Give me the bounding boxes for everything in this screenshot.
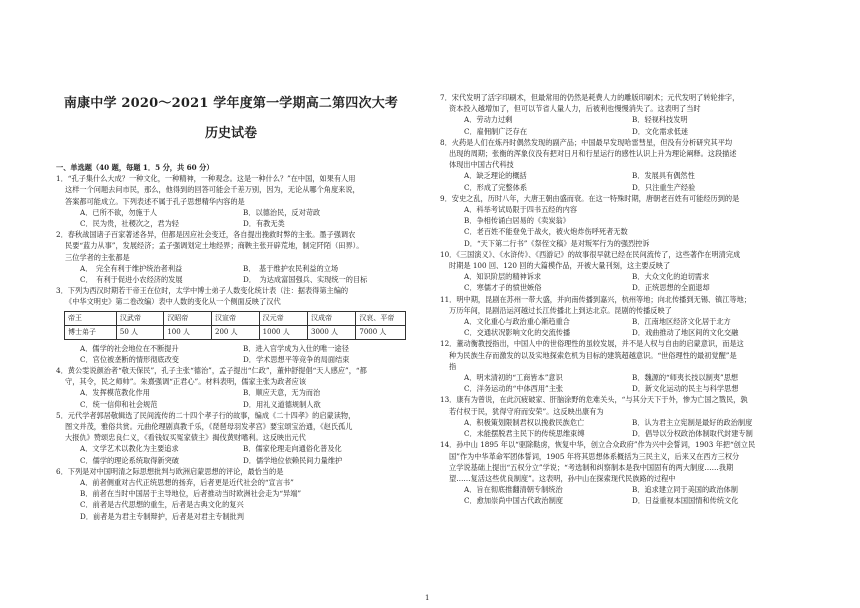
question-item	[56, 365, 406, 410]
answer-option: B．进入官学成为入仕的唯一途径	[243, 343, 349, 353]
exam-title: 南康中学 2020～2021 学年度第一学期高二第四次大考	[63, 96, 399, 111]
question-item	[440, 193, 800, 249]
question-text: 大报仇》赞颂忠良仁义，《看钱奴买冤家债主》揭伐黄财嗜利。这反映出元代	[65, 433, 306, 443]
answer-options	[440, 417, 800, 439]
table-header-cell: 汉成帝	[308, 311, 356, 325]
answer-option: D． 为达成富国强兵、实现统一的目标	[243, 275, 368, 285]
table-cell: 200 人	[211, 325, 259, 339]
table-header-cell: 汉武帝	[116, 311, 163, 325]
answer-option: B．魏源的“师夷长技以制夷”思想	[632, 373, 739, 383]
question-stem-line	[56, 296, 406, 307]
question-text: 《三国演义》、《水浒传》、《西游记》的故事很早就已经在民间流传了，这些著作在明清完成	[456, 249, 741, 259]
question-stem-line	[440, 249, 800, 260]
answer-options	[56, 387, 406, 409]
question-number: 11．	[440, 294, 457, 304]
answer-option: D．前者是为君主专制辩护，后者是对君主专制批判	[80, 511, 244, 521]
question-text: 三位学者的主张都是	[65, 252, 130, 262]
answer-option: C．统一信仰和社会规范	[80, 399, 158, 409]
question-stem-line	[440, 159, 800, 170]
question-stem-line	[440, 294, 800, 305]
question-number: 2．	[56, 230, 68, 240]
question-stem-line	[56, 410, 406, 421]
question-item	[440, 294, 800, 339]
question-item	[440, 439, 800, 506]
question-stem-line	[440, 137, 800, 148]
right-question-list	[440, 92, 800, 507]
question-number: 10．	[440, 249, 457, 259]
question-text: 图文并茂，雅俗共赏。元曲伦理剧真教千乐，《琵琶母羽发孝宫》要宝颂宝治通，《赵氏孤儿	[65, 422, 353, 432]
answer-option: B．追求建立同于美国的政治体制	[632, 485, 738, 495]
question-stem-line	[440, 305, 800, 316]
table-header-cell: 帝王	[65, 311, 117, 325]
question-text: 若付权于民，犹得守府而安荣”。这反映出康有为	[449, 406, 604, 416]
answer-option: D．倡导以分权政治体制取代封建专制	[632, 429, 753, 439]
question-stem-line	[440, 361, 800, 372]
question-text: 康有为曾说，在此沉疲破家、肝脑涂野的危难关头，“与其分天下于外，惨为亡国之戮民，孰	[456, 395, 748, 405]
answer-options	[440, 484, 800, 506]
answer-option: D．新文化运动的民主与科学思想	[632, 384, 739, 394]
answer-option: C． 有利于促进小农经济的发展	[80, 275, 183, 285]
question-stem-line	[56, 240, 406, 251]
question-number: 4．	[56, 366, 68, 376]
question-text: 出现的周期；张衡的浑象仪没有把对日月和行星运行的感性认识上升为理论阐释。这段描述	[449, 149, 737, 159]
answer-options	[440, 114, 800, 136]
answer-option: B． 基于维护农民利益的立场	[243, 263, 339, 273]
answer-options	[56, 207, 406, 229]
answer-option: D．日益重视本国国情和传统文化	[632, 496, 739, 506]
answer-option: A．积极策划限制君权以挽救民族危亡	[464, 417, 585, 427]
answer-option: B．大众文化的迫切需求	[632, 272, 710, 282]
question-text: 种为民族生存而激发的以及实地探索危机为目标的建筑超越意识。“世俗理性的最初觉醒”是	[449, 350, 737, 360]
question-text: 下列是对中国明清之际思想批判与欧洲启蒙思想的评论，最恰当的是	[67, 466, 284, 476]
question-item	[440, 338, 800, 394]
question-stem-line	[440, 148, 800, 159]
question-number: 5．	[56, 410, 68, 420]
answer-option: C．交通状况影响文化的交流传播	[464, 328, 571, 338]
question-item	[440, 92, 800, 137]
answer-option: D．学术思想平等竞争的局面结束	[243, 354, 350, 364]
table-cell: 7000 人	[356, 325, 406, 339]
question-item	[56, 229, 406, 285]
answer-option: C．儒学的理论系统取得新突破	[80, 455, 179, 465]
answer-option: A．前者侧重对古代正统思想的扬弃，后者更是近代社会的“宣言书”	[80, 478, 294, 488]
question-number: 9．	[440, 193, 452, 203]
question-stem-line	[440, 193, 800, 204]
answer-option: A．知识阶层的精神诉求	[464, 272, 542, 282]
question-text: 资本投入越增加了，但可以节省人量人力，后被利也慢慢消失了。这表明了当时	[449, 104, 701, 114]
table-header-cell: 汉哀、平帝	[356, 311, 406, 325]
question-stem-line	[440, 350, 800, 361]
answer-option: C．雇佣制广泛存在	[464, 126, 528, 136]
question-number: 14．	[440, 440, 457, 450]
question-stem-line	[56, 184, 406, 195]
question-text: 董动衡教授指出，中国人中的世俗理性的虽较发展，并不是人权与自由的启蒙意识，而是这	[456, 339, 744, 349]
answer-option: B．儒家伦理走向通俗化普及化	[243, 444, 342, 454]
question-stem-line	[56, 421, 406, 432]
question-text: 国”作为中华革命军团体誓词，1905 年将其思想体系概括为三民主义，后来又在西方三权分	[449, 451, 740, 461]
answer-option: A．旨在彻底推翻清朝专制统治	[464, 485, 563, 495]
answer-option: C．洋务运动的“中体西用”主张	[464, 384, 564, 394]
question-text: 火药是人们在炼丹时偶然发现的副产品；中国最早发现哈雷彗星，但没有分析研究其平均	[451, 137, 733, 147]
question-text: 安史之乱，历时八年，大唐王朝由盛而衰。在这一特殊时期，唐朝老百姓有可能经历到的是	[451, 193, 740, 203]
question-number: 1．	[56, 174, 68, 184]
question-number: 8．	[440, 137, 452, 147]
table-header-cell: 汉元帝	[259, 311, 307, 325]
question-text: 立学说基础上提出“五权分立”学说；“考选制和纠察制本是我中国固有的两大制度……我期	[449, 462, 734, 472]
question-text: 民要“蓝力从事”，发展经济；孟子强调划定土地经界；商鞅主张开辟荒地，制定阡陌（田界）。	[65, 241, 364, 251]
question-text: 这样一个问题去问市民，那么，他得到的回答可能会千差万别，因为，无论从哪个角度来说，	[65, 185, 360, 195]
answer-option: A．科举考试局限于四书五经的内容	[464, 205, 578, 215]
question-stem-line	[56, 285, 406, 296]
answer-options	[440, 271, 800, 293]
question-item	[56, 466, 406, 522]
answer-option: D．戏曲推动了地区间的文化交融	[632, 328, 739, 338]
question-stem-line	[440, 462, 800, 473]
question-item	[56, 173, 406, 229]
answer-options	[440, 170, 800, 192]
answer-option: C．老百姓不能登免于战火，被火炮炸伤呼死者无数	[464, 227, 628, 237]
table-cell: 博士弟子	[65, 325, 117, 339]
question-item	[440, 249, 800, 294]
question-item	[56, 285, 406, 365]
question-text: 指	[449, 361, 457, 371]
answer-option: A．文化重心与政治重心渐趋重合	[464, 317, 570, 327]
answer-option: A．明末清初的“工商皆本”意识	[464, 373, 563, 383]
question-number: 3．	[56, 286, 68, 296]
answer-option: D．只注重生产经验	[632, 182, 696, 192]
question-stem-line	[56, 466, 406, 477]
answer-option: C．官位被垄断的情形彻底改变	[80, 354, 179, 364]
table-header-cell: 汉宣帝	[211, 311, 259, 325]
question-number: 7．	[440, 93, 452, 102]
answer-option: A． 完全有利于维护统治者利益	[80, 263, 183, 273]
answer-option: A．儒学的社会地位在不断提升	[80, 343, 179, 353]
question-text: 黄公雯说颜治者“敬天保民”，孔子主张“德治”，孟子提出“仁政”，董仲舒提倡“天人感应”，“都	[67, 366, 367, 376]
question-text: 万历年间，昆剧沿运河越过长江传播北上到达北京。昆剧的传播反映了	[449, 305, 672, 315]
question-stem-line	[56, 376, 406, 387]
question-stem-line	[440, 92, 800, 103]
answer-option: C．形成了完整体系	[464, 182, 528, 192]
answer-option: B．前者在当时中国居于主导地位，后者推动当时欧洲社会走为“异端”	[80, 489, 302, 499]
answer-option: C．未能摆脱君主民下的传统思维束缚	[464, 429, 585, 439]
section-heading: 一、单选题（40 题，每题 1．5 分，共 60 分）	[56, 163, 214, 172]
answer-option: C．寒儒才子的愤世嫉俗	[464, 283, 542, 293]
left-column	[56, 0, 406, 522]
answer-option: D．有教无类	[243, 219, 285, 229]
answer-option: B．顺应天意，无为而治	[243, 388, 321, 398]
question-stem-line	[440, 406, 800, 417]
answer-option: D．正统思想的全面退却	[632, 283, 710, 293]
answer-options	[56, 477, 406, 522]
question-text: 守，其令，民之师帅”。朱熹强调“正君心”。材料表明，儒家主张为政者应该	[65, 377, 307, 387]
question-text: 下列为西汉时期若干帝王在位时，太学中博士弟子人数变化统计表（注：据表得第主编的	[67, 286, 349, 296]
answer-option: C．民为贵，社稷次之，君为轻	[80, 219, 179, 229]
answer-options	[440, 316, 800, 338]
answer-option: D．文化需求低迷	[632, 126, 689, 136]
question-stem-line	[440, 439, 800, 450]
table-header-cell: 汉昭帝	[164, 311, 212, 325]
table-row	[65, 325, 406, 339]
question-stem-line	[440, 451, 800, 462]
answer-option: A．文学艺术以教化为主要追求	[80, 444, 179, 454]
page-number: 1	[425, 594, 430, 602]
question-stem-line	[56, 196, 406, 207]
answer-option: B．江南地区经济文化居于北方	[632, 317, 731, 327]
table-cell: 50 人	[116, 325, 163, 339]
question-stem-line	[440, 103, 800, 114]
question-text: 明中期，昆剧在苏州一带大盛，并向南传播到嘉兴，杭州等地；向北传播到无锡、镇江等地；	[456, 294, 752, 304]
answer-option: B．轻视科技发明	[632, 115, 688, 125]
answer-option: B．争相传诵白居易的《卖炭翁》	[464, 216, 570, 226]
right-column	[440, 0, 800, 507]
answer-option: D．儒学地位依赖民间力量维护	[243, 455, 343, 465]
answer-option: D．用礼义道德规制人欲	[243, 399, 321, 409]
question-stem-line	[56, 365, 406, 376]
table-cell: 1000 人	[259, 325, 307, 339]
question-text: 元代学者郭居敬辑选了民间流传的二十四个孝子行的故事，编成《二十四孝》的启蒙读物，	[67, 410, 356, 420]
answer-option: B．以德治民，反对苛政	[243, 207, 321, 217]
question-stem-line	[56, 229, 406, 240]
question-text: 答案都可能成立。下列表述不属于孔子思想精华内容的是	[65, 196, 245, 206]
question-stem-line	[56, 432, 406, 443]
question-stem-line	[440, 260, 800, 271]
table-header-row	[65, 311, 406, 325]
question-text: 《中华文明史》第二卷改编）表中人数的变化从一个侧面反映了汉代	[65, 297, 281, 307]
question-text: “孔子集什么大成？一种文化，一种精神，一种观念。这是一种什么？”在中国，如果有人用	[67, 174, 356, 184]
answer-options	[440, 204, 800, 249]
question-text: 体现出中国古代科技	[449, 160, 514, 170]
question-stem-line	[440, 394, 800, 405]
question-text: 孙中山 1895 年以“驱除鞑虏，恢复中华，创立合众政府”作为兴中会誓词，1903 年把“创立民	[456, 440, 756, 450]
question-text: 春秋战国诸子百家著述各异，但都是因应社会变迁，各自提出挽救时弊的主张。墨子强调农	[67, 230, 356, 240]
question-stem-line	[440, 473, 800, 484]
table-cell: 100 人	[164, 325, 212, 339]
question-stem-line	[56, 173, 406, 184]
answer-option: C．前者是古代思想的重生，后者是古典文化的复兴	[80, 500, 244, 510]
question-item	[440, 137, 800, 193]
exam-subtitle: 历史试卷	[204, 126, 257, 141]
answer-options	[440, 372, 800, 394]
question-text: 望……复活这些优良制度”。这表明，孙中山在探索现代民族路的过程中	[449, 473, 676, 483]
answer-options	[56, 343, 406, 365]
answer-option: A．劳动力过剩	[464, 115, 513, 125]
answer-option: A．已所不欲，勿施于人	[80, 207, 158, 217]
left-question-list	[56, 173, 406, 522]
answer-option: D．“天下第二行书”《祭侄文稿》是对叛军行为的强烈控诉	[464, 238, 650, 248]
answer-options	[56, 263, 406, 285]
answer-options	[56, 443, 406, 465]
question-number: 6．	[56, 466, 68, 476]
question-stem-line	[56, 252, 406, 263]
question-number: 12．	[440, 339, 457, 349]
table-cell: 3000 人	[308, 325, 356, 339]
answer-option: A．缺乏理论的概括	[464, 171, 527, 181]
question-number: 13．	[440, 395, 457, 405]
answer-option: B．发展具有偶然性	[632, 171, 695, 181]
answer-option: B．认为君主立宪制是最好的政治制度	[632, 417, 753, 427]
question-item	[440, 394, 800, 439]
answer-option: A．发挥模范教化作用	[80, 388, 150, 398]
question-item	[56, 410, 406, 466]
question-text: 宋代发明了活字印刷术，但最常用的仍然是耗费人力的雕版印刷术；元代发明了转轮排字，	[451, 93, 740, 102]
question-stem-line	[440, 338, 800, 349]
question-text: 时期是 100 回、120 回的大篇模作品，开被大量刊刻，这主要反映了	[449, 261, 671, 271]
answer-option: C．愈加崇尚中国古代政治制度	[464, 496, 563, 506]
statistics-table	[64, 311, 406, 340]
